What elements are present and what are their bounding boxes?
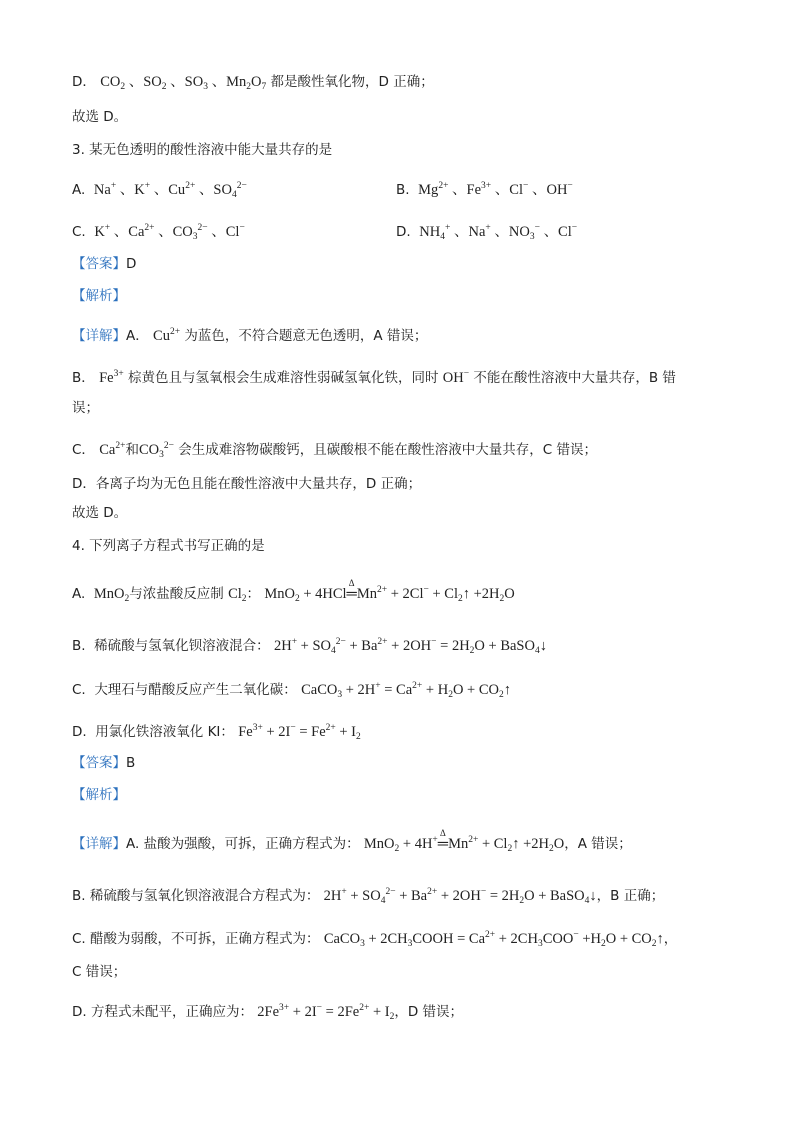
option-label: C.	[72, 682, 86, 698]
q4-detail-c	[72, 925, 677, 954]
q3-answer	[72, 254, 136, 274]
detail-b-text1: 棕黄色且与氢氧根会生成难溶性弱碱氢氧化铁，同时	[127, 370, 439, 386]
q3-options-row1	[72, 176, 573, 205]
detail-d-end: ，D 错误；	[394, 1004, 464, 1020]
q3-detail-a	[72, 322, 427, 346]
detail-a-end: ，A 错误；	[564, 836, 632, 852]
q3-option-b-formula: $Mg^{2+}$ 、$Fe^{3+}$ 、Cl− 、OH−	[418, 181, 573, 198]
q4-detail-d	[72, 998, 463, 1027]
q4-detail-b	[72, 882, 664, 911]
detail-label: 【详解】	[72, 328, 126, 344]
q3-option-d	[396, 218, 577, 247]
q3-stem: 3. 某无色透明的酸性溶液中能大量共存的是	[72, 142, 333, 158]
ca-ion: $Ca^{2+}$	[99, 441, 126, 458]
answer-value: D	[126, 256, 137, 272]
q3-option-a-formula: Na+ 、K+ 、$Cu^{2+}$ 、$SO_4^{2-}$	[93, 181, 247, 200]
q4-detail-a	[72, 830, 632, 859]
q3-option-c-formula: K+ 、$Ca^{2+}$ 、$CO_3^{2-}$ 、Cl−	[94, 223, 245, 242]
q3-detail-d: D．各离子均为无色且能在酸性溶液中大量共存，D 正确；	[72, 476, 422, 492]
analysis-label: 【解析】	[72, 288, 126, 304]
q4-option-c-eq: CaCO$_3$ + $2H^+ = Ca^{2+} + H_2O$ + $CO_2↑$	[301, 681, 511, 700]
option-d-text: 都是酸性氧化物，D 正确；	[270, 74, 434, 90]
line-option-d-conclusion	[72, 72, 434, 97]
option-label: A.	[72, 586, 86, 602]
detail-c-text: C. 醋酸为弱酸，不可拆，正确方程式为：	[72, 931, 320, 947]
option-label: D.	[396, 224, 411, 240]
detail-c-text: 会生成难溶物碳酸钙，且碳酸根不能在酸性溶液中大量共存，C 错误；	[178, 442, 597, 458]
q4-option-d-desc: 用氯化铁溶液氧化 KI：	[95, 724, 234, 740]
detail-prefix: B．	[72, 370, 95, 386]
q4-option-b	[72, 632, 547, 661]
q4-option-a-desc: MnO$_2$	[93, 586, 130, 604]
detail-d-text: D. 方程式未配平，正确应为：	[72, 1004, 253, 1020]
detail-prefix: A．	[126, 328, 149, 344]
detail-d-eq: $2Fe^{3+} + 2I^- = 2Fe^{2+} + I_2$	[257, 1003, 395, 1022]
q4-analysis-label	[72, 785, 126, 805]
q4-option-d	[72, 718, 361, 747]
option-label: C.	[72, 224, 86, 240]
q4-option-c-desc: 大理石与醋酸反应产生二氧化碳：	[94, 682, 297, 698]
q4-option-c	[72, 676, 511, 705]
q3-detail-c	[72, 436, 597, 465]
co3-ion: $CO_3^{2-}$	[138, 441, 174, 460]
q4-option-b-eq: $2H^+ + SO_4^{2-} + Ba^{2+} + 2OH^- = 2H_2O$ + BaSO$_4$↓	[273, 637, 547, 656]
choose-d-line: 故选 D。	[72, 109, 128, 125]
detail-a-eq: MnO$_2$ + 4H+ Δ $═Mn^{2+}$ + $Cl_2↑ +2H_2O$	[363, 828, 565, 854]
detail-c-eq: CaCO$_3$ + $2CH_3COOH = Ca^{2+} + 2CH_3COO^- +H_2O$ + $CO_2↑$	[323, 930, 664, 949]
oh-ion: OH−	[442, 369, 470, 386]
q3-conclusion: 故选 D。	[72, 505, 128, 521]
and-word: 和	[125, 442, 139, 458]
answer-label: 【答案】	[72, 256, 126, 272]
fe-ion: $Fe^{3+}$	[99, 369, 124, 386]
q3-analysis-label	[72, 286, 126, 306]
detail-b-end: ，B 正确；	[596, 888, 665, 904]
detail-b-text: B. 稀硫酸与氢氧化钡溶液混合方程式为：	[72, 888, 320, 904]
q3-detail-b-cont: 误；	[72, 400, 99, 416]
detail-prefix: C．	[72, 442, 95, 458]
q3-option-c	[72, 224, 245, 240]
q3-option-a	[72, 182, 247, 198]
q4-stem: 4. 下列离子方程式书写正确的是	[72, 538, 265, 554]
detail-b-text2: 不能在酸性溶液中大量共存，B 错	[473, 370, 676, 386]
q3-option-d-formula: $NH_4^+$ 、Na+ 、$NO_3^-$ 、Cl−	[419, 223, 578, 242]
q4-answer	[72, 753, 135, 773]
q4-option-a-eq: MnO$_2$ + 4HCl Δ $═Mn^{2+} + 2Cl^-$ + $Cl_2↑ +2H_2O$	[264, 578, 515, 604]
analysis-label: 【解析】	[72, 787, 126, 803]
detail-label: 【详解】	[72, 836, 126, 852]
q4-detail-c-cont: C 错误；	[72, 964, 127, 980]
q3-options-row2	[72, 218, 578, 247]
detail-a-text: A. 盐酸为强酸，可拆，正确方程式为：	[126, 836, 360, 852]
option-label: D.	[72, 724, 87, 740]
option-prefix: D．	[72, 74, 96, 90]
q4-option-b-desc: 稀硫酸与氢氧化钡溶液混合：	[94, 638, 270, 654]
q3-option-b	[396, 176, 573, 200]
detail-c-end: ，	[663, 931, 678, 947]
oxide-formulas: $CO_2$ 、$SO_2$ 、$SO_3$ 、$Mn_2O_7$	[100, 74, 267, 92]
detail-b-eq: $2H^+ + SO_4^{2-} + Ba^{2+} + 2OH^- = 2H_2O$ + BaSO$_4$↓	[323, 887, 597, 906]
option-label: B.	[72, 638, 86, 654]
q3-detail-b	[72, 364, 676, 388]
detail-a-text: 为蓝色，不符合题意无色透明，A 错误；	[184, 328, 428, 344]
q4-option-a: A. MnO$_2$与浓盐酸反应制 $Cl_2$： MnO$_2$ + 4HCl Δ $═Mn^{2+} + 2Cl^-$ + $Cl_2↑ +2H_2O$	[72, 578, 515, 604]
option-label: B.	[396, 182, 410, 198]
option-label: A.	[72, 182, 86, 198]
cu-ion: $Cu^{2+}$	[153, 327, 181, 344]
q4-option-d-eq: $Fe^{3+} + 2I^- = Fe^{2+} + I_2$	[238, 723, 361, 742]
answer-label: 【答案】	[72, 755, 126, 771]
answer-value: B	[126, 755, 136, 771]
